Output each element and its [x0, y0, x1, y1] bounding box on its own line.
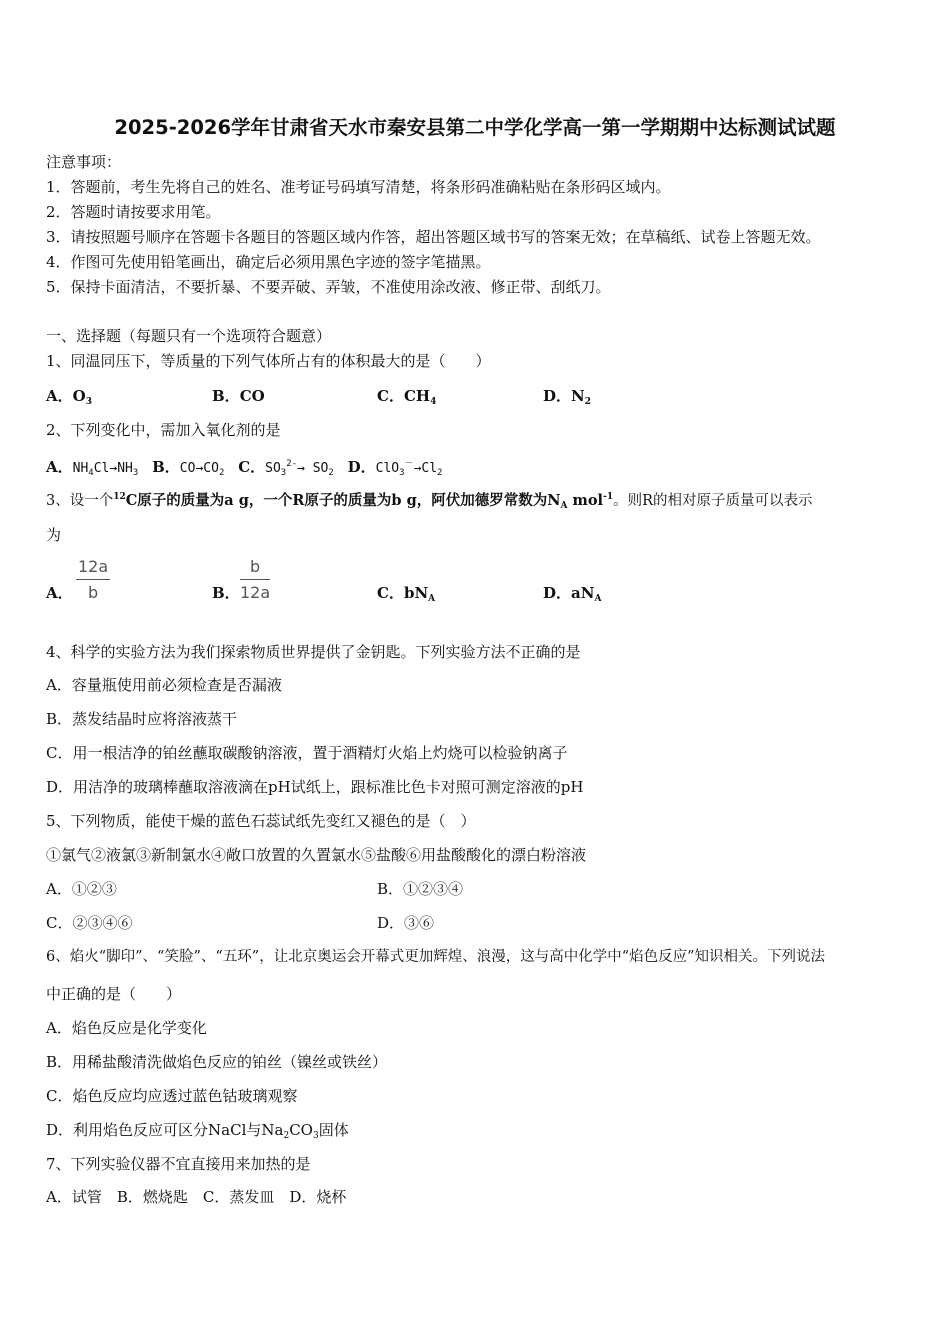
question-7-stem: 7、下列实验仪器不宜直接用来加热的是 — [46, 1155, 311, 1173]
q4-option-b: B．蒸发结晶时应将溶液蒸干 — [46, 710, 238, 728]
q6-option-c: C．焰色反应均应透过蓝色钴玻璃观察 — [46, 1087, 298, 1105]
question-6-stem: 6、焰火“脚印”、“笑脸”、“五环”，让北京奥运会开幕式更加辉煌、浪漫，这与高中化学中“焰色反应”知识相关。下列说法 — [46, 949, 826, 965]
q4-option-c: C．用一根洁净的铂丝蘸取碳酸钠溶液，置于酒精灯火焰上灼烧可以检验钠离子 — [46, 744, 568, 762]
question-3-stem: 3、设一个$^{12}$C原子的质量为a g，一个R原子的质量为b g，阿伏加德罗常数为$N_A$ mol$^{-1}$。则R的相对原子质量可以表示 — [46, 492, 813, 511]
q3-option-d: D．$aN_A$ — [543, 584, 602, 604]
q5-substance-list: ①氯气②液氯③新制氯水④敞口放置的久置氯水⑤盐酸⑥用盐酸酸化的漂白粉溶液 — [46, 846, 587, 864]
q2-options: A．$NH_4Cl\to NH_3$ B．$CO\to CO_2$ C．$SO_3^{2-}\to SO_2$ D．$ClO_3^-\to Cl_2$ — [46, 458, 443, 478]
q1-option-a: A．$O_3$ — [46, 387, 92, 407]
q3-option-b-fraction: $\frac{b}{12a}$ — [240, 557, 271, 602]
note-item: 4．作图可先使用铅笔画出，确定后必须用黑色字迹的签字笔描黑。 — [46, 253, 491, 271]
question-4-stem: 4、科学的实验方法为我们探索物质世界提供了金钥匙。下列实验方法不正确的是 — [46, 643, 581, 661]
question-3-stem-cont: 为 — [46, 526, 62, 544]
q3-option-a-fraction: $\frac{12a}{b}$ — [78, 557, 109, 602]
q6-option-a: A．焰色反应是化学变化 — [46, 1019, 207, 1037]
question-1-stem: 1、同温同压下，等质量的下列气体所占有的体积最大的是（ ） — [46, 352, 491, 370]
q3-option-b-label: B． — [212, 584, 240, 602]
q7-options: A．试管 B．燃烧匙 C．蒸发皿 D．烧杯 — [46, 1188, 347, 1206]
note-item: 3．请按照题号顺序在答题卡各题目的答题区域内作答，超出答题区域书写的答案无效；在草稿纸、试卷上答题无效。 — [46, 228, 821, 246]
note-item: 1．答题前，考生先将自己的姓名、准考证号码填写清楚，将条形码准确粘贴在条形码区域内。 — [46, 178, 671, 196]
q1-option-b: B．CO — [212, 387, 265, 405]
question-5-stem: 5、下列物质，能使干燥的蓝色石蕊试纸先变红又褪色的是（ ） — [46, 812, 476, 830]
notes-heading: 注意事项： — [46, 153, 122, 171]
q1-option-d: D．$N_2$ — [543, 387, 591, 407]
q5-option-c: C．②③④⑥ — [46, 914, 133, 932]
exam-title: 2025-2026学年甘肃省天水市秦安县第二中学化学高一第一学期期中达标测试试题 — [114, 116, 836, 139]
note-item: 5．保持卡面清洁，不要折暴、不要弄破、弄皱，不准使用涂改液、修正带、刮纸刀。 — [46, 278, 611, 296]
q6-option-b: B．用稀盐酸清洗做焰色反应的铂丝（镍丝或铁丝） — [46, 1053, 388, 1071]
q6-option-d: D．利用焰色反应可区分NaCl与$Na_2CO_3$固体 — [46, 1121, 349, 1141]
q5-option-b: B．①②③④ — [377, 880, 464, 898]
q4-option-a: A．容量瓶使用前必须检查是否漏液 — [46, 676, 282, 694]
q5-option-a: A．①②③ — [46, 880, 117, 898]
q1-option-c: C．$CH_4$ — [377, 387, 437, 407]
q3-option-a-label: A． — [46, 584, 73, 602]
note-item: 2．答题时请按要求用笔。 — [46, 203, 221, 221]
q3-option-c: C．$bN_A$ — [377, 584, 436, 604]
question-2-stem: 2、下列变化中，需加入氧化剂的是 — [46, 421, 281, 439]
section-heading: 一、选择题（每题只有一个选项符合题意） — [46, 327, 332, 345]
q5-option-d: D．③⑥ — [377, 914, 435, 932]
q4-option-d: D．用洁净的玻璃棒蘸取溶液滴在pH试纸上，跟标准比色卡对照可测定溶液的pH — [46, 778, 584, 796]
question-6-stem-cont: 中正确的是（ ） — [46, 985, 182, 1003]
